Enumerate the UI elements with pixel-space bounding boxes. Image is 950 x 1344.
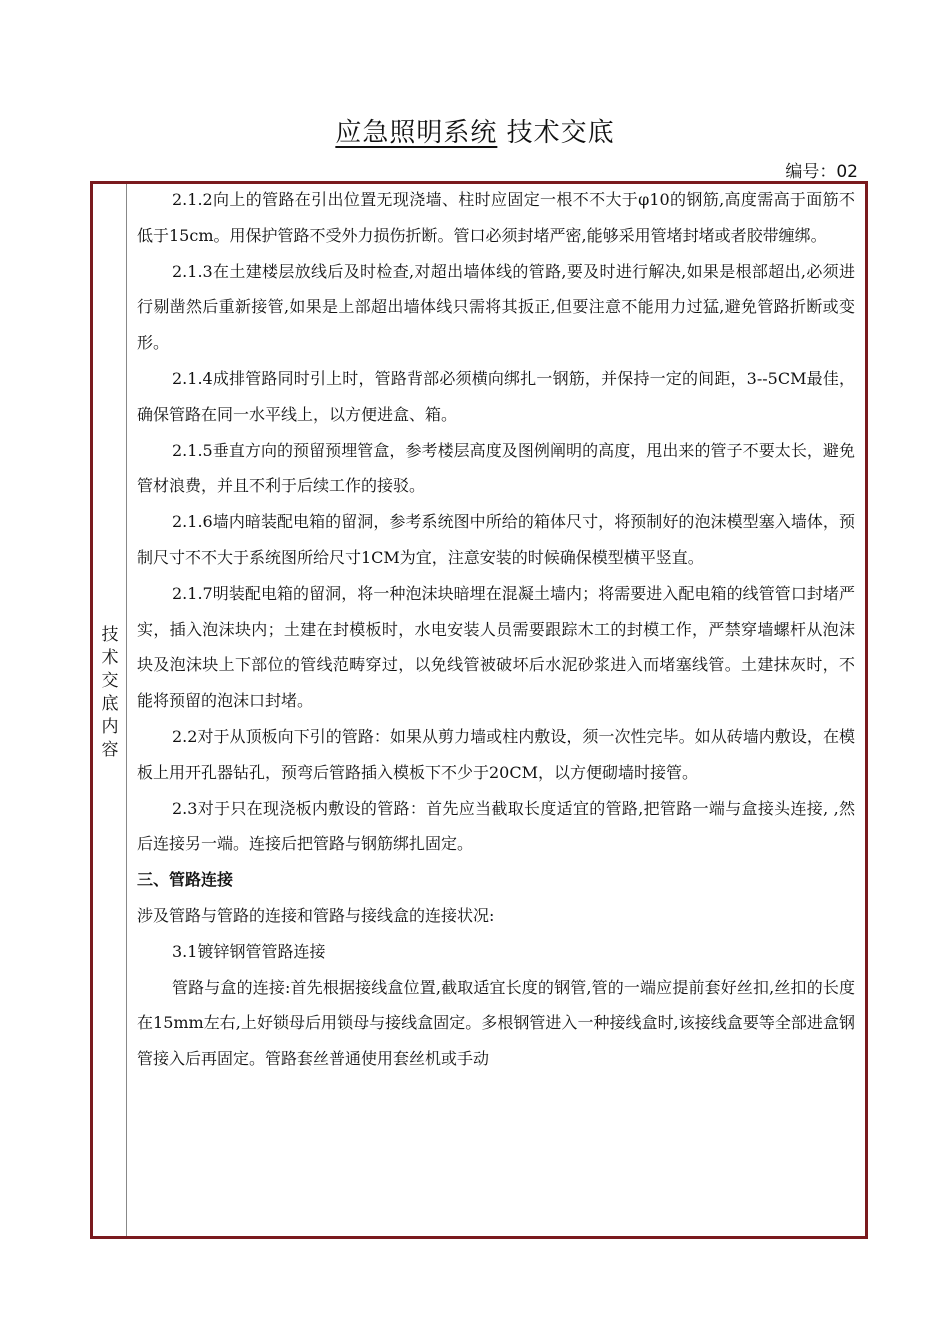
paragraph-2-1-3: 2.1.3在土建楼层放线后及时检查,对超出墙体线的管路,要及时进行解决,如果是根部超出,必须进行剔凿然后重新接管,如果是上部超出墙体线只需将其扳正,但要注意不能用力过猛,避免管路折断或变形。 bbox=[137, 261, 855, 353]
paragraph-2-1-5: 2.1.5垂直方向的预留预埋管盒，参考楼层高度及图例阐明的高度，甩出来的管子不要太长，避免管材浪费，并且不利于后续工作的接驳。 bbox=[137, 440, 855, 496]
paragraph-3-1: 3.1镀锌钢管管路连接 bbox=[172, 941, 326, 961]
paragraph-intro-3: 涉及管路与管路的连接和管路与接线盒的连接状况: bbox=[137, 905, 495, 925]
content-body bbox=[137, 182, 855, 1077]
paragraph-2-1-4: 2.1.4成排管路同时引上时，管路背部必须横向绑扎一钢筋，并保持一定的间距，3--5CM最佳，确保管路在同一水平线上，以方便进盒、箱。 bbox=[137, 368, 855, 424]
side-label: 技 术 交 底 内 容 bbox=[101, 625, 119, 760]
column-divider bbox=[126, 184, 127, 1236]
paragraph-pipe-box-connection: 管路与盒的连接:首先根据接线盒位置,截取适宜长度的钢管,管的一端应提前套好丝扣,丝扣的长度在15mm左右,上好锁母后用锁母与接线盒固定。多根钢管进入一种接线盒时,该接线盒要等全部进盒钢管接入后再固定。管路套丝普通使用套丝机或手动 bbox=[137, 977, 855, 1069]
paragraph-2-1-7: 2.1.7明装配电箱的留洞，将一种泡沫块暗埋在混凝土墙内；将需要进入配电箱的线管管口封堵严实，插入泡沫块内；土建在封模板时，水电安装人员需要跟踪木工的封模工作，严禁穿墙螺杆从泡沫块及泡沫块上下部位的管线范畴穿过，以免线管被破坏后水泥砂浆进入而堵塞线管。土建抹灰时，不能将预留的泡沫口封堵。 bbox=[137, 583, 855, 711]
document-title bbox=[0, 112, 950, 149]
section-heading-3: 三、管路连接 bbox=[137, 870, 234, 890]
paragraph-2-2: 2.2对于从顶板向下引的管路：如果从剪力墙或柱内敷设，须一次性完毕。如从砖墙内敷设，在模板上用开孔器钻孔，预弯后管路插入模板下不少于20CM，以方便砌墙时接管。 bbox=[137, 726, 855, 782]
paragraph-2-3: 2.3对于只在现浇板内敷设的管路：首先应当截取长度适宜的管路,把管路一端与盒接头连接, ,然后连接另一端。连接后把管路与钢筋绑扎固定。 bbox=[137, 798, 855, 854]
paragraph-2-1-2: 2.1.2向上的管路在引出位置无现浇墙、柱时应固定一根不不大于φ10的钢筋,高度需高于面筋不低于15cm。用保护管路不受外力损伤折断。管口必须封堵严密,能够采用管堵封堵或者胶带缠绑。 bbox=[137, 190, 855, 245]
paragraph-2-1-6: 2.1.6墙内暗装配电箱的留洞，参考系统图中所给的箱体尺寸，将预制好的泡沫模型塞入墙体，预制尺寸不不大于系统图所给尺寸1CM为宜，注意安装的时候确保模型横平竖直。 bbox=[137, 512, 855, 567]
title-rest: 技术交底 bbox=[506, 118, 615, 148]
title-underlined: 应急照明系统 bbox=[335, 118, 498, 148]
doc-number: 编号：02 bbox=[785, 162, 858, 182]
